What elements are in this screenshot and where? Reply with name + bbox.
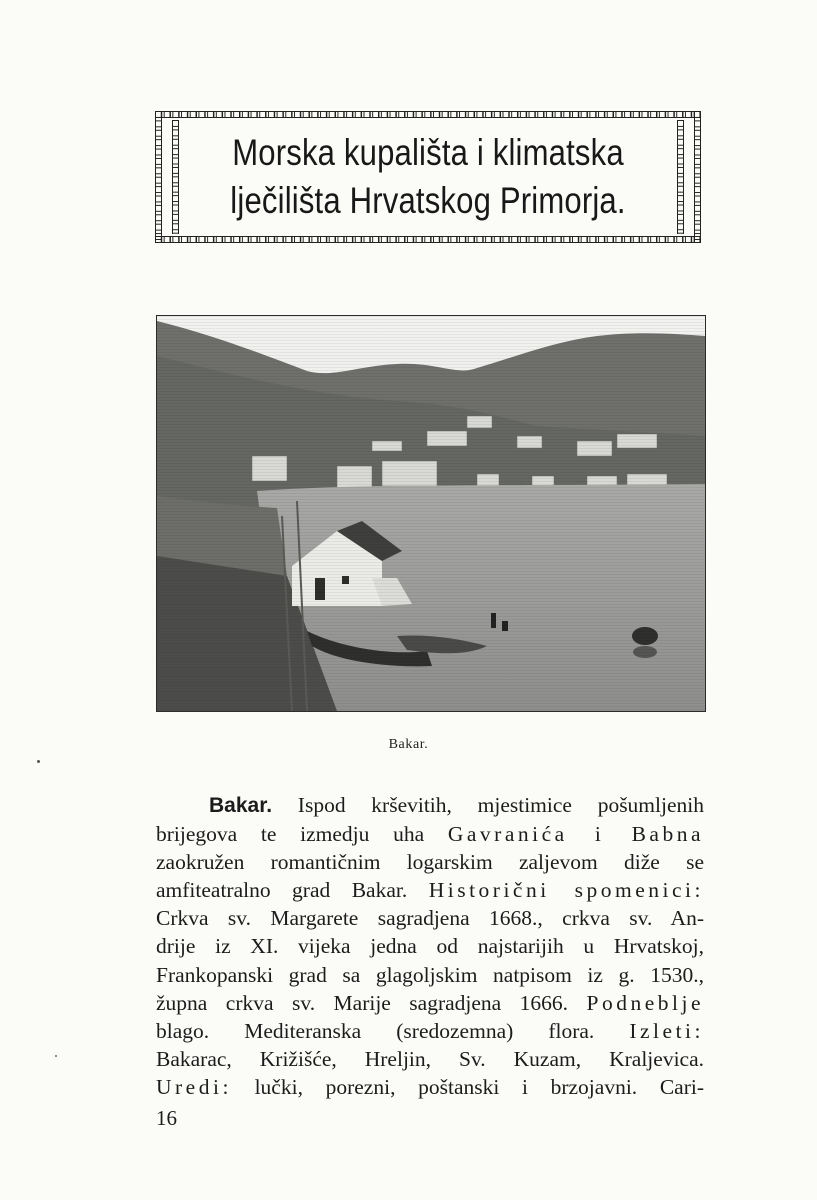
text-line-10: Bakarac, Križišće, Hreljin, Sv. Kuzam, Kraljevica.	[156, 1046, 704, 1071]
text-line-4: amfiteatralno grad Bakar. Historični spomenici:	[156, 878, 704, 903]
text-line-6: drije iz XI. vijeka jedna od najstarijih u Hrvatskoj,	[156, 934, 704, 959]
border-left-inner	[172, 120, 179, 234]
body-paragraph	[156, 791, 704, 1101]
photograph-bakar	[156, 315, 706, 712]
text-line-8: župna crkva sv. Marije sagradjena 1666. Podneblje	[156, 990, 704, 1015]
text-line-5: Crkva sv. Margarete sagradjena 1668., crkva sv. An-	[156, 906, 704, 931]
border-top	[155, 111, 701, 118]
scan-speck	[55, 1055, 57, 1057]
text-line-7: Frankopanski grad sa glagoljskim natpisom iz g. 1530.,	[156, 962, 704, 987]
text-line-1: Bakar. Ispod krševitih, mjestimice pošumljenih	[209, 793, 704, 817]
title-line-2: lječilišta Hrvatskog Primorja.	[230, 180, 626, 221]
text-line-3: zaokružen romantičnim logarskim zaljevom diže se	[156, 850, 704, 875]
text-line-11: Uredi: lučki, porezni, poštanski i brzojavni. Cari-	[156, 1074, 704, 1099]
page-number: 16	[156, 1106, 177, 1130]
photo-illustration	[157, 316, 705, 711]
title-line-1: Morska kupališta i klimatska	[232, 132, 624, 173]
page-title	[224, 129, 632, 225]
text-line-9: blago. Mediteranska (sredozemna) flora. Izleti:	[156, 1018, 704, 1043]
border-right-inner	[677, 120, 684, 234]
title-frame	[155, 111, 701, 243]
border-left-outer	[155, 111, 162, 243]
text-line-2: brijegova te izmedju uha Gavranića i Babna	[156, 822, 704, 847]
border-bottom	[155, 236, 701, 243]
scan-speck	[37, 760, 40, 763]
border-right-outer	[694, 111, 701, 243]
figure-caption: Bakar.	[388, 737, 429, 752]
lead-word: Bakar.	[209, 794, 273, 817]
